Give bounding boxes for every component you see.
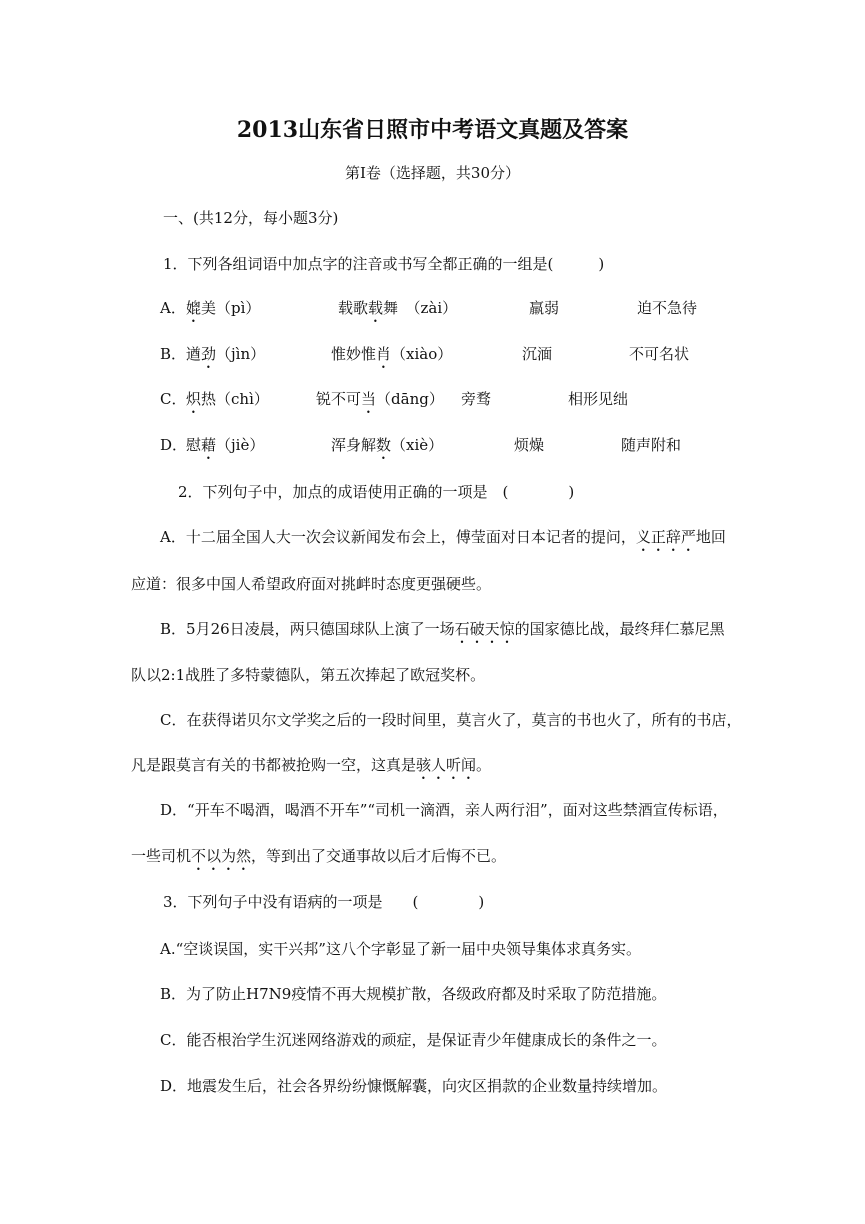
option-word-4: 不可名状 [629,345,690,363]
option-word-1: 慰藉（jiè） [186,436,265,454]
option-word-4: 迫不急待 [637,299,698,317]
option-word-2: 锐不可当（dāng） [316,390,444,408]
section-heading: 一、(共12分，每小题3分) [163,209,339,227]
question-3-stem: 3．下列句子中没有语病的一项是 ( ) [163,893,485,911]
question-2-option-a-cont: 应道：很多中国人希望政府面对挑衅时态度更强硬些。 [131,575,492,593]
question-3-option-b: B．为了防止H7N9疫情不再大规模扩散，各级政府都及时采取了防范措施。 [160,985,667,1003]
question-3-option-c: C．能否根治学生沉迷网络游戏的顽症，是保证青少年健康成长的条件之一。 [160,1031,667,1049]
option-word-3: 沉湎 [522,345,553,363]
question-2-option-b: B．5月26日凌晨，两只德国球队上演了一场石破天惊的国家德比战，最终拜仁慕尼黑 [160,620,725,638]
option-word-2: 载歌载舞 （zài） [338,299,458,317]
option-word-1: 遒劲（jìn） [186,345,266,363]
option-word-3: 羸弱 [529,299,560,317]
option-label: B． [160,345,187,363]
option-word-3: 旁骛 [461,390,492,408]
question-2-stem: 2．下列句子中，加点的成语使用正确的一项是 ( ) [178,483,575,501]
question-2-option-c-cont: 凡是跟莫言有关的书都被抢购一空，这真是骇人听闻。 [131,756,492,774]
option-word-1: 媲美（pì） [186,299,261,317]
question-2-option-a: A．十二届全国人大一次会议新闻发布会上，傅莹面对日本记者的提问，义正辞严地回 [160,528,726,546]
option-label: A． [160,299,186,317]
question-1-stem: 1．下列各组词语中加点字的注音或书写全都正确的一组是( ) [163,255,605,273]
option-word-2: 浑身解数（xiè） [331,436,444,454]
option-word-3: 烦燥 [514,436,545,454]
document-subtitle: 第Ⅰ卷（选择题，共30分） [344,164,520,182]
question-2-option-c: C．在获得诺贝尔文学奖之后的一段时间里，莫言火了，莫言的书也火了，所有的书店， [160,711,742,729]
question-3-option-d: D．地震发生后，社会各界纷纷慷慨解囊，向灾区捐款的企业数量持续增加。 [160,1077,668,1095]
question-2-option-d-cont: 一些司机不以为然，等到出了交通事故以后才后悔不已。 [131,847,507,865]
option-word-4: 相形见绌 [568,390,629,408]
question-3-option-a: A.“空谈误国，实干兴邦”这八个字彰显了新一届中央领导集体求真务实。 [160,940,641,958]
option-word-1: 炽热（chì） [186,390,269,408]
option-word-2: 惟妙惟肖（xiào） [331,345,453,363]
option-word-4: 随声附和 [621,436,682,454]
question-2-option-b-cont: 队以2:1战胜了多特蒙德队，第五次捧起了欧冠奖杯。 [131,666,486,684]
question-2-option-d: D．“开车不喝酒，喝酒不开车”“司机一滴酒，亲人两行泪”，面对这些禁酒宣传标语， [160,801,728,819]
option-label: C． [160,390,187,408]
document-title: 2013山东省日照市中考语文真题及答案 [236,117,629,143]
option-label: D． [160,436,188,454]
